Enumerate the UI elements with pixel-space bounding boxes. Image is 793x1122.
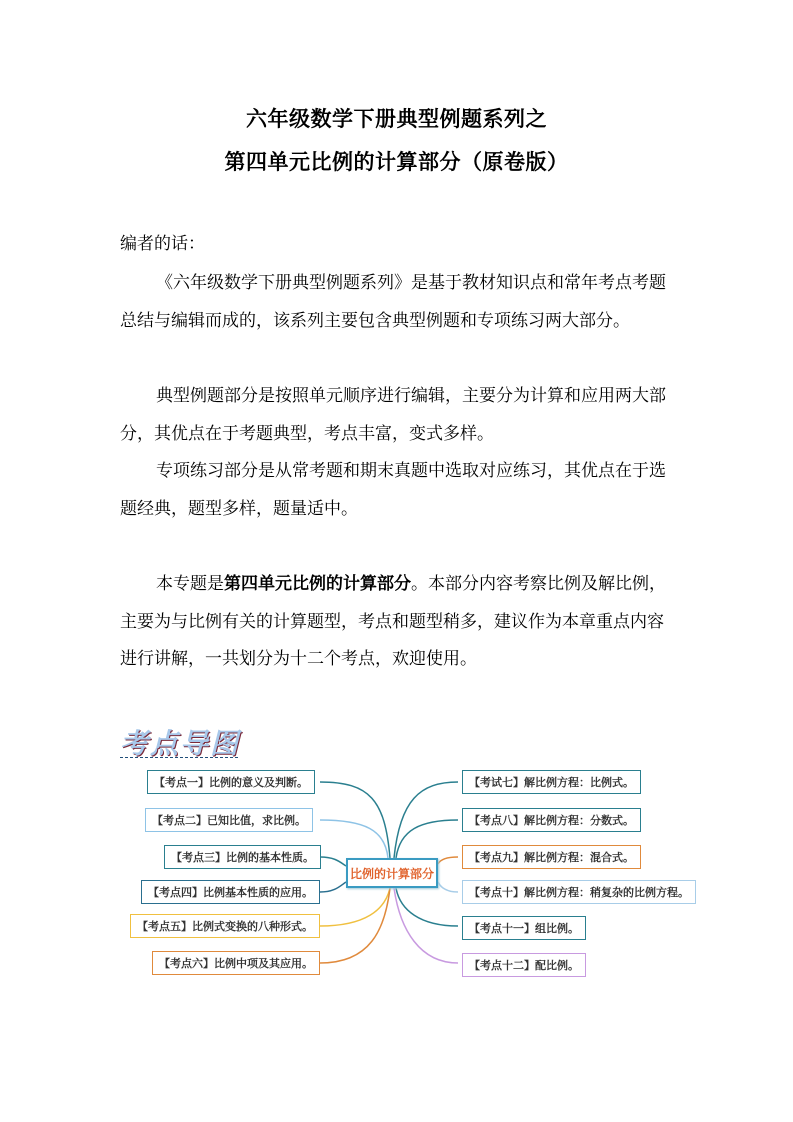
paragraph-topic — [120, 566, 680, 679]
editor-label: 编者的话： — [120, 234, 205, 254]
mindmap-node-11: 【考点十一】组比例。 — [462, 916, 586, 940]
topic-suffix: 。本部分内容考察比例及解比例，主要为与比例有关的计算题型，考点和题型稍多，建议作为本章重点内容进行讲解，一共划分为十二个考点，欢迎使用。 — [120, 574, 666, 669]
mindmap-node-5: 【考点五】比例式变换的八种形式。 — [130, 914, 320, 938]
mindmap-node-10: 【考点十】解比例方程：稍复杂的比例方程。 — [462, 880, 696, 904]
document-title-line-1: 六年级数学下册典型例题系列之 — [246, 107, 547, 131]
mindmap-heading-underline — [120, 757, 238, 758]
mindmap-node-7: 【考试七】解比例方程：比例式。 — [462, 770, 641, 794]
paragraph-exercises: 专项练习部分是从常考题和期末真题中选取对应练习，其优点在于选题经典，题型多样，题量适中。 — [120, 461, 666, 519]
topic-bold: 第四单元比例的计算部分 — [224, 574, 411, 594]
mindmap-center-node: 比例的计算部分 — [346, 858, 438, 888]
paragraph-examples: 典型例题部分是按照单元顺序进行编辑，主要分为计算和应用两大部分，其优点在于考题典型，考点丰富，变式多样。 — [120, 386, 666, 444]
mindmap-node-4: 【考点四】比例基本性质的应用。 — [141, 880, 320, 904]
mindmap-heading: 考点导图 — [120, 727, 241, 760]
mindmap-node-8: 【考点八】解比例方程：分数式。 — [462, 808, 641, 832]
mindmap-node-1: 【考点一】比例的意义及判断。 — [147, 770, 315, 794]
mindmap-node-12: 【考点十二】配比例。 — [462, 953, 586, 977]
mindmap-node-3: 【考点三】比例的基本性质。 — [164, 845, 321, 869]
mindmap-node-2: 【考点二】已知比值，求比例。 — [145, 808, 313, 832]
document-title-line-2: 第四单元比例的计算部分（原卷版） — [224, 150, 569, 174]
mindmap-node-6: 【考点六】比例中项及其应用。 — [152, 951, 320, 975]
paragraph-intro: 《六年级数学下册典型例题系列》是基于教材知识点和常年考点考题总结与编辑而成的，该系列主要包含典型例题和专项练习两大部分。 — [120, 273, 666, 331]
mindmap-node-9: 【考点九】解比例方程：混合式。 — [462, 845, 641, 869]
topic-prefix: 本专题是 — [156, 574, 224, 594]
